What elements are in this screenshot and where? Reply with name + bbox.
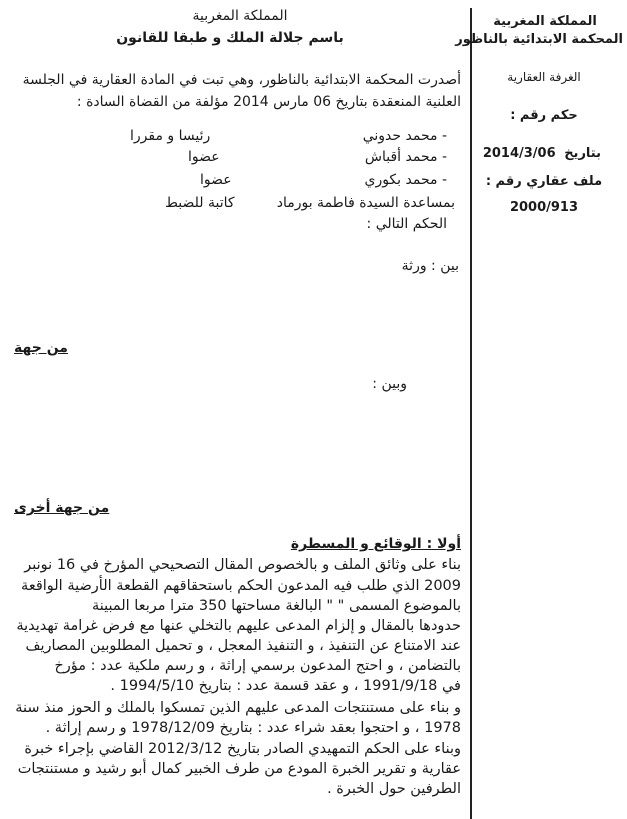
sidebar-court: المحكمة الابتدائية بالناظور — [455, 32, 623, 47]
sidebar-date-label: بتاريخ — [564, 146, 601, 161]
facts-line-9: 1978 ، و احتجوا بعقد شراء عدد : بتاريخ 1978/12/09 و رسم إراثة . — [45, 720, 461, 736]
panel-name-1: - محمد حدوني — [362, 128, 447, 144]
facts-line-11: عقارية و تقرير الخبرة المودع من طرف الخبير كمال أبو رشيد و مستنتجات — [17, 761, 461, 777]
sidebar-kingdom: المملكة المغربية — [493, 14, 597, 29]
facts-line-10: وبناء على الحكم التمهيدي الصادر بتاريخ 2012/3/12 القاضي بإجراء خبرة — [24, 741, 461, 757]
sidebar-chamber: الغرفة العقارية — [507, 70, 581, 84]
sidebar-file-value: 2000/913 — [509, 200, 579, 215]
panel-name-2: - محمد أقباش — [364, 149, 447, 165]
sidebar-file-label: ملف عقاري رقم : — [485, 174, 603, 189]
facts-line-3: بالموضوع المسمى " " البالغة مساحتها 350 مترا مربعا المبينة — [91, 598, 461, 614]
sidebar-date-value: 2014/3/06 — [482, 146, 556, 161]
facts-line-8: و بناء على مستنتجات المدعى عليهم الذين تمسكوا بالملك و الحوز منذ سنة — [15, 700, 461, 716]
between-label: بين : ورثة — [401, 258, 459, 274]
facts-line-5: عند الامتناع عن التنفيذ ، و التنفيذ المعجل ، و تحميل المطلوبين المصاريف — [25, 638, 461, 654]
facts-line-1: بناء على وثائق الملف و بالخصوص المقال التصحيحي المؤرخ في 16 نونبر — [24, 557, 461, 573]
intro-line-2: العلنية المنعقدة بتاريخ 06 مارس 2014 مؤلفة من القضاة السادة : — [76, 94, 461, 110]
facts-line-4: حدودها بالمقال و إلزام المدعى عليهم بالتخلي عنها مع فرض غرامة تهديدية — [16, 618, 461, 634]
panel-name-4: بمساعدة السيدة فاطمة بورماد — [276, 195, 455, 211]
ruling-intro: الحكم التالي : — [366, 216, 447, 232]
and-between-label: وبين : — [372, 376, 407, 392]
facts-line-12: الطرفين حول الخبرة . — [327, 781, 461, 797]
side2-label: من جهة أخرى — [14, 500, 110, 516]
facts-line-2: 2009 الذي طلب فيه المدعون الحكم باستحقاقهم القطعة الأرضية الواقعة — [21, 578, 461, 594]
margin-divider-line — [470, 8, 472, 819]
facts-line-6: بالتضامن ، و احتج المدعون برسمي إراثة ، و رسم ملكية عدد : مؤرخ — [54, 658, 461, 674]
intro-line-1: أصدرت المحكمة الابتدائية بالناظور، وهي تبت في المادة العقارية في الجلسة — [22, 72, 461, 88]
panel-name-3: - محمد بكوري — [364, 172, 447, 188]
side1-label: من جهة — [14, 340, 68, 356]
facts-heading: أولا : الوقائع و المسطرة — [290, 536, 461, 552]
header-in-name: باسم جلالة الملك و طبقا للقانون — [116, 30, 344, 46]
header-kingdom: المملكة المغربية — [192, 8, 288, 24]
sidebar-date — [483, 146, 601, 161]
panel-role-4: كاتبة للضبط — [165, 195, 235, 211]
facts-line-7: في 1991/9/18 ، و عقد قسمة عدد : بتاريخ 1994/5/10 . — [110, 678, 461, 694]
panel-role-2: عضوا — [188, 149, 220, 165]
sidebar-judgment-no: حكم رقم : — [510, 108, 578, 123]
panel-role-3: عضوا — [200, 172, 232, 188]
panel-role-1: رئيسا و مقررا — [130, 128, 211, 144]
